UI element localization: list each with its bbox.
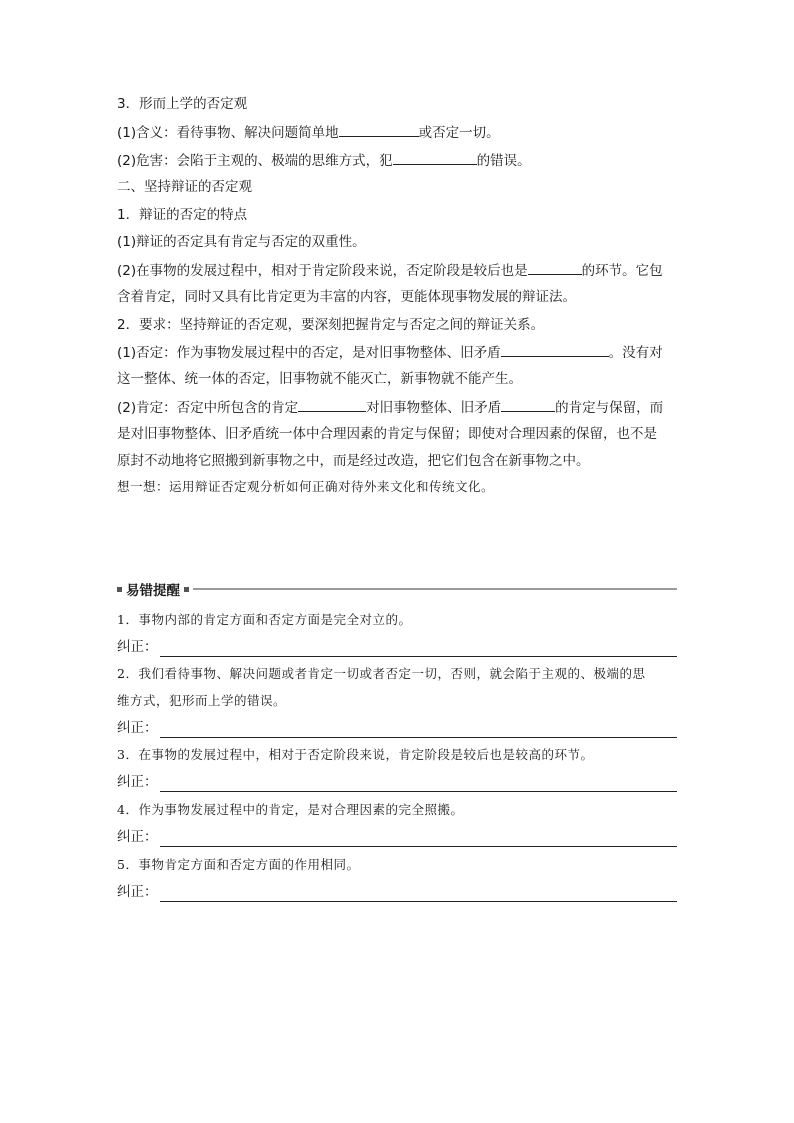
error-item-4: 4．作为事物发展过程中的肯定，是对合理因素的完全照搬。: [117, 802, 464, 817]
metaphysics-meaning: (1)含义：看待事物、解决问题简单地 或否定一切。: [117, 122, 677, 143]
negation-text-cont: 这一整体、统一体的否定，旧事物就不能灭亡，新事物就不能产生。: [117, 371, 522, 387]
fill-blank[interactable]: [298, 397, 366, 412]
affirmation-text-cont: 是对旧事物整体、旧矛盾统一体中合理因素的肯定与保留；即使对合理因素的保留，也不是: [117, 426, 657, 442]
correction-row-2: 纠正：: [117, 718, 677, 738]
square-bullet-icon: [117, 587, 122, 592]
correction-input-2[interactable]: [160, 722, 678, 738]
feature-2: (2)在事物的发展过程中，相对于肯定阶段来说，否定阶段是较后也是 的环节。它包: [117, 260, 677, 281]
part2-title: 二、坚持辩证的否定观: [117, 179, 252, 195]
requirement-title: 2．要求：坚持辩证的否定观，要深刻把握肯定与否定之间的辩证关系。: [117, 317, 545, 333]
correction-input-3[interactable]: [160, 776, 678, 792]
fill-blank[interactable]: [501, 342, 609, 357]
section3-title: 3．形而上学的否定观: [117, 96, 248, 112]
feature-1: (1)辩证的否定具有肯定与否定的双重性。: [117, 234, 366, 250]
error-item-3: 3．在事物的发展过程中，相对于否定阶段来说，肯定阶段是较后也是较高的环节。: [117, 747, 594, 762]
error-item-1: 1．事物内部的肯定方面和否定方面是完全对立的。: [117, 612, 412, 627]
negation-text: (1)否定：作为事物发展过程中的否定，是对旧事物整体、旧矛盾 。没有对: [117, 342, 677, 363]
error-item-5: 5．事物肯定方面和否定方面的作用相同。: [117, 857, 360, 872]
feature-2-cont: 含着肯定，同时又具有比肯定更为丰富的内容，更能体现事物发展的辩证法。: [117, 289, 576, 305]
affirmation-text-end: 原封不动地将它照搬到新事物之中，而是经过改造，把它们包含在新事物之中。: [117, 453, 590, 469]
error-item-2: 2．我们看待事物、解决问题或者肯定一切或者否定一切，否则，就会陷于主观的、极端的思: [117, 666, 646, 681]
fill-blank[interactable]: [501, 397, 555, 412]
correction-row-5: 纠正：: [117, 882, 677, 902]
fill-blank[interactable]: [528, 260, 582, 275]
feature-title: 1．辩证的否定的特点: [117, 207, 248, 223]
correction-input-1[interactable]: [160, 641, 678, 657]
square-bullet-icon: [184, 587, 189, 592]
correction-row-3: 纠正：: [117, 772, 677, 792]
think-prompt: 想一想：运用辩证否定观分析如何正确对待外来文化和传统文化。: [117, 479, 495, 494]
metaphysics-harm: (2)危害：会陷于主观的、极端的思维方式，犯 的错误。: [117, 150, 677, 171]
error-reminder-header: [117, 579, 677, 599]
fill-blank[interactable]: [339, 122, 419, 137]
error-item-2-cont: 维方式，犯形而上学的错误。: [117, 693, 287, 708]
correction-input-5[interactable]: [160, 886, 678, 902]
correction-input-4[interactable]: [160, 831, 678, 847]
error-reminder-title: 易错提醒: [126, 583, 180, 599]
affirmation-text: (2)肯定：否定中所包含的肯定 对旧事物整体、旧矛盾 的肯定与保留，而: [117, 397, 677, 418]
correction-row-4: 纠正：: [117, 827, 677, 847]
divider: [193, 588, 677, 590]
correction-row-1: 纠正：: [117, 637, 677, 657]
fill-blank[interactable]: [393, 150, 477, 165]
